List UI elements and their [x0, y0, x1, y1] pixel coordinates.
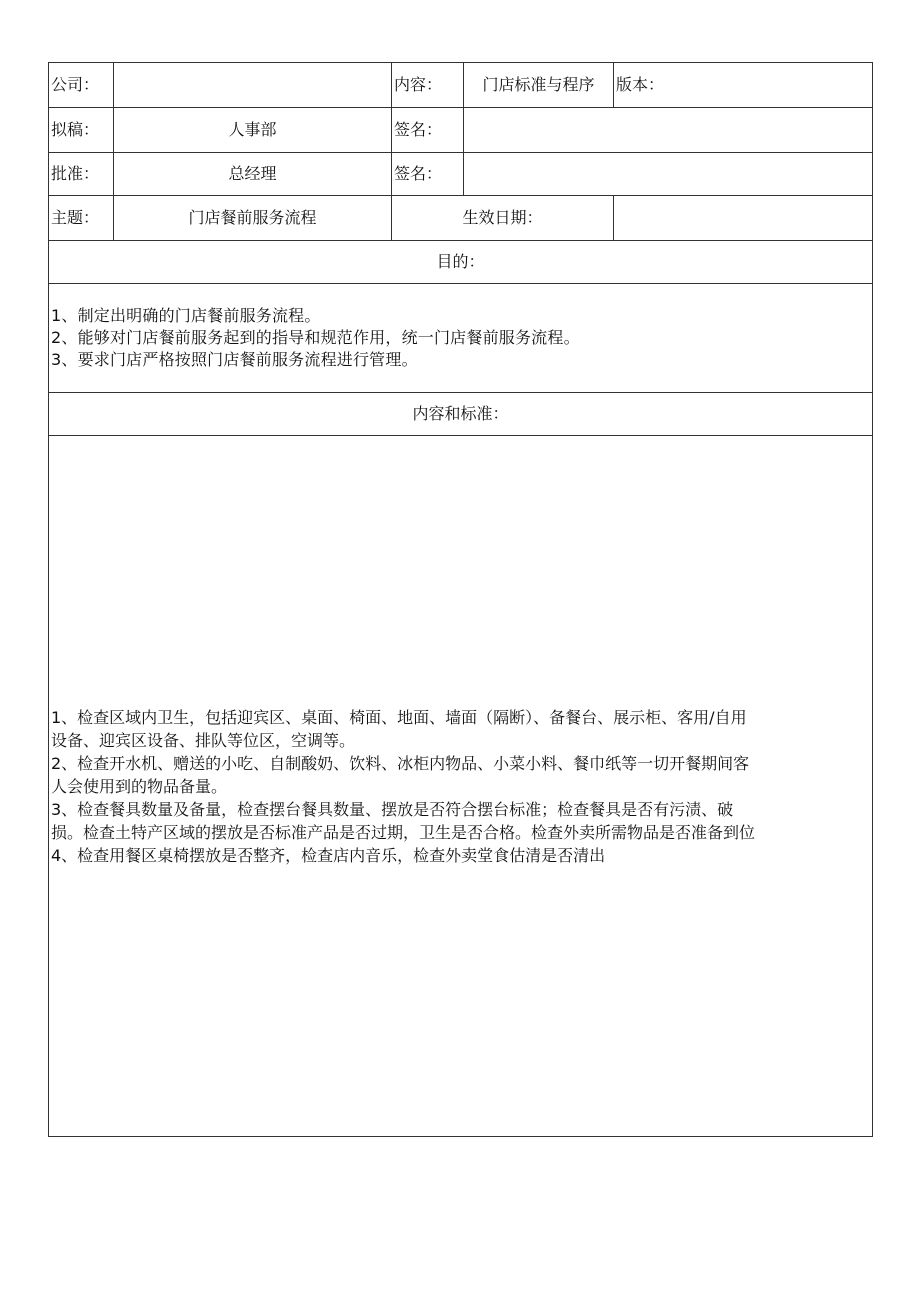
- purpose-heading: 目的：: [49, 241, 873, 284]
- purpose-list: [49, 284, 873, 393]
- approve-row: [49, 153, 873, 196]
- procedure-form-table: [48, 62, 873, 1137]
- purpose-item-3: 3、要求门店严格按照门店餐前服务流程进行管理。: [51, 350, 418, 369]
- draft-value: 人事部: [114, 108, 392, 153]
- effective-date-value: [614, 196, 873, 241]
- content-line-3: 2、检查开水机、赠送的小吃、自制酸奶、饮料、冰柜内物品、小菜小料、餐巾纸等一切开餐期间客: [51, 753, 750, 773]
- content-value: 门店标准与程序: [464, 63, 614, 108]
- content-line-6: 损。检查土特产区域的摆放是否标准产品是否过期，卫生是否合格。检查外卖所需物品是否准备到位: [51, 822, 756, 842]
- draft-sign-label: 签名：: [392, 108, 464, 153]
- content-line-2: 设备、迎宾区设备、排队等位区，空调等。: [51, 730, 356, 750]
- subject-value: 门店餐前服务流程: [114, 196, 392, 241]
- subject-label: 主题：: [49, 196, 114, 241]
- approve-sign-label: 签名：: [392, 153, 464, 196]
- purpose-item-1: 1、制定出明确的门店餐前服务流程。: [51, 306, 321, 325]
- draft-row: [49, 108, 873, 153]
- content-label: 内容：: [392, 63, 464, 108]
- draft-label: 拟稿：: [49, 108, 114, 153]
- document-form: [48, 62, 872, 1137]
- approve-sign-value: [464, 153, 873, 196]
- purpose-heading-row: [49, 241, 873, 284]
- content-line-7: 4、检查用餐区桌椅摆放是否整齐，检查店内音乐，检查外卖堂食估清是否清出: [51, 845, 606, 865]
- purpose-body-row: [49, 284, 873, 393]
- content-heading: 内容和标准：: [49, 393, 873, 436]
- subject-row: [49, 196, 873, 241]
- company-value: [114, 63, 392, 108]
- approve-label: 批准：: [49, 153, 114, 196]
- content-line-5: 3、检查餐具数量及备量，检查摆台餐具数量、摆放是否符合摆台标准；检查餐具是否有污渍、破: [51, 799, 734, 819]
- content-list: [49, 436, 873, 1137]
- approve-value: 总经理: [114, 153, 392, 196]
- version-label: 版本：: [614, 63, 873, 108]
- content-line-4: 人会使用到的物品备量。: [51, 776, 228, 796]
- draft-sign-value: [464, 108, 873, 153]
- purpose-item-2: 2、能够对门店餐前服务起到的指导和规范作用，统一门店餐前服务流程。: [51, 328, 580, 347]
- company-row: [49, 63, 873, 108]
- content-heading-row: [49, 393, 873, 436]
- content-line-1: 1、检查区域内卫生，包括迎宾区、桌面、椅面、地面、墙面（隔断）、备餐台、展示柜、客用/自用: [51, 707, 747, 727]
- effective-date-label: 生效日期：: [392, 196, 614, 241]
- company-label: 公司：: [49, 63, 114, 108]
- content-body-row: [49, 436, 873, 1137]
